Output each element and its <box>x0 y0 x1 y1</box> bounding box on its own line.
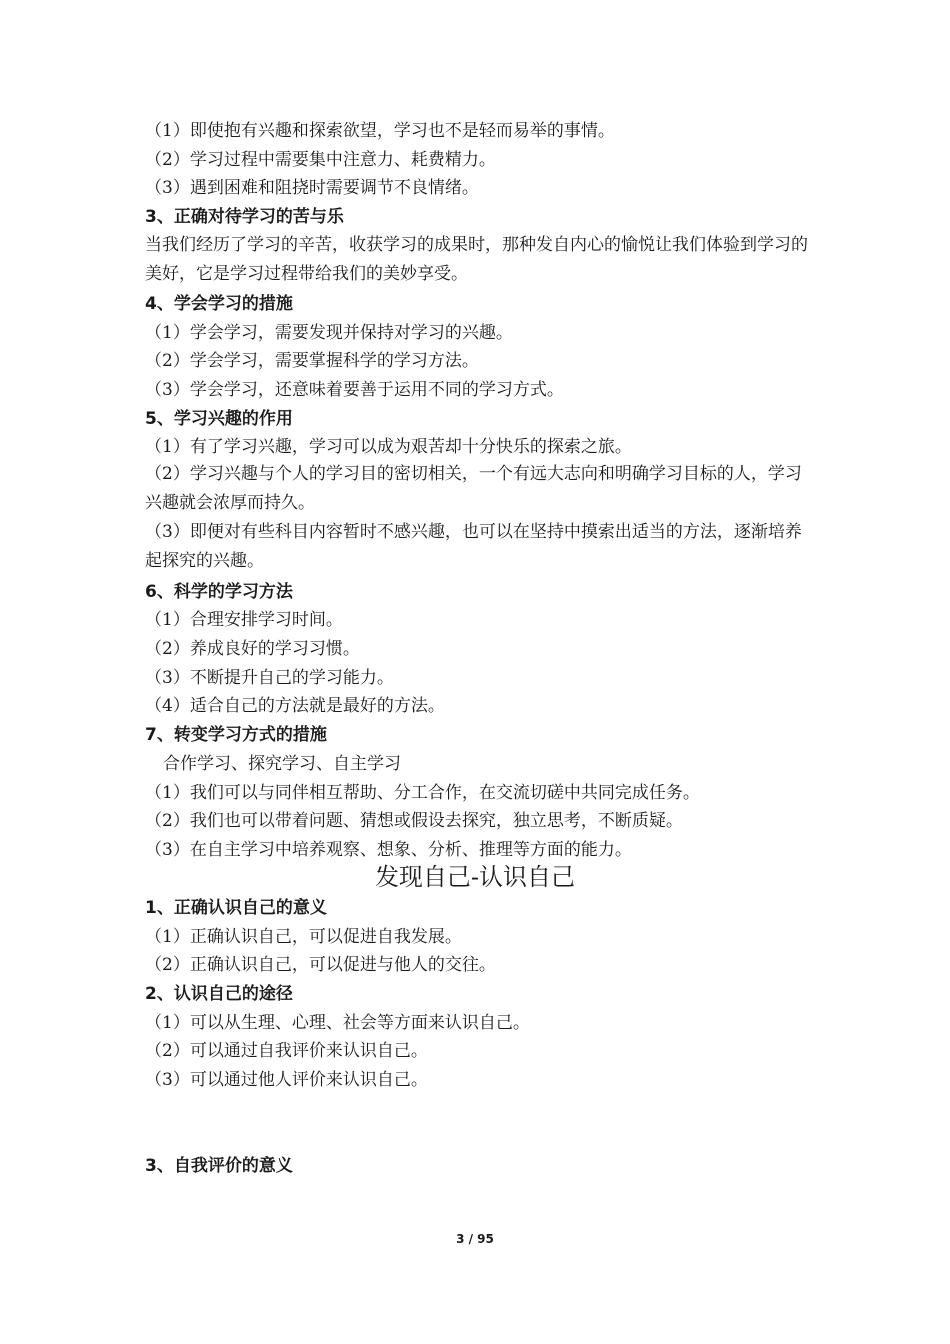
list-item: （2）正确认识自己，可以促进与他人的交往。 <box>145 955 496 975</box>
section-heading: 7、转变学习方式的措施 <box>145 725 327 745</box>
page-number: 3 / 95 <box>456 1232 494 1246</box>
section-heading: 1、正确认识自己的意义 <box>145 898 327 918</box>
list-item: （2）学习过程中需要集中注意力、耗费精力。 <box>145 150 496 170</box>
list-item: （1）学会学习，需要发现并保持对学习的兴趣。 <box>145 323 513 343</box>
list-item: （2）养成良好的学习习惯。 <box>145 639 360 659</box>
list-item: （3）遇到困难和阻挠时需要调节不良情绪。 <box>145 178 479 198</box>
list-item: （1）正确认识自己，可以促进自我发展。 <box>145 927 462 947</box>
list-item: （3）即便对有些科目内容暂时不感兴趣，也可以在坚持中摸索出适当的方法，逐渐培养起探究的兴趣。 <box>145 522 802 571</box>
list-item: （2）可以通过自我评价来认识自己。 <box>145 1041 428 1061</box>
section-heading: 2、认识自己的途径 <box>145 984 293 1004</box>
list-item: （2）学习兴趣与个人的学习目的密切相关，一个有远大志向和明确学习目标的人，学习兴趣就会浓厚而持久。 <box>145 464 802 513</box>
list-item: （3）学会学习，还意味着要善于运用不同的学习方式。 <box>145 380 564 400</box>
list-item: （3）不断提升自己的学习能力。 <box>145 668 394 688</box>
list-item: （3）在自主学习中培养观察、想象、分析、推理等方面的能力。 <box>145 840 632 860</box>
paragraph: 当我们经历了学习的辛苦，收获学习的成果时，那种发自内心的愉悦让我们体验到学习的美好，它是学习过程带给我们的美妙享受。 <box>145 235 808 284</box>
list-item: （2）学会学习，需要掌握科学的学习方法。 <box>145 351 479 371</box>
subline: 合作学习、探究学习、自主学习 <box>163 754 401 774</box>
list-item: （3）可以通过他人评价来认识自己。 <box>145 1070 428 1090</box>
section-heading: 3、正确对待学习的苦与乐 <box>145 207 344 227</box>
list-item: （1）即使抱有兴趣和探索欲望，学习也不是轻而易举的事情。 <box>145 121 615 141</box>
section-heading: 4、学会学习的措施 <box>145 294 293 314</box>
section-heading: 6、科学的学习方法 <box>145 582 293 602</box>
section-heading: 5、学习兴趣的作用 <box>145 409 293 429</box>
list-item: （4）适合自己的方法就是最好的方法。 <box>145 696 445 716</box>
list-item: （2）我们也可以带着问题、猜想或假设去探究，独立思考，不断质疑。 <box>145 811 683 831</box>
list-item: （1）合理安排学习时间。 <box>145 610 343 630</box>
list-item: （1）有了学习兴趣，学习可以成为艰苦却十分快乐的探索之旅。 <box>145 437 632 457</box>
list-item: （1）可以从生理、心理、社会等方面来认识自己。 <box>145 1013 530 1033</box>
section-heading: 3、自我评价的意义 <box>145 1156 293 1176</box>
list-item: （1）我们可以与同伴相互帮助、分工合作，在交流切磋中共同完成任务。 <box>145 783 700 803</box>
chapter-title: 发现自己-认识自己 <box>374 863 576 891</box>
